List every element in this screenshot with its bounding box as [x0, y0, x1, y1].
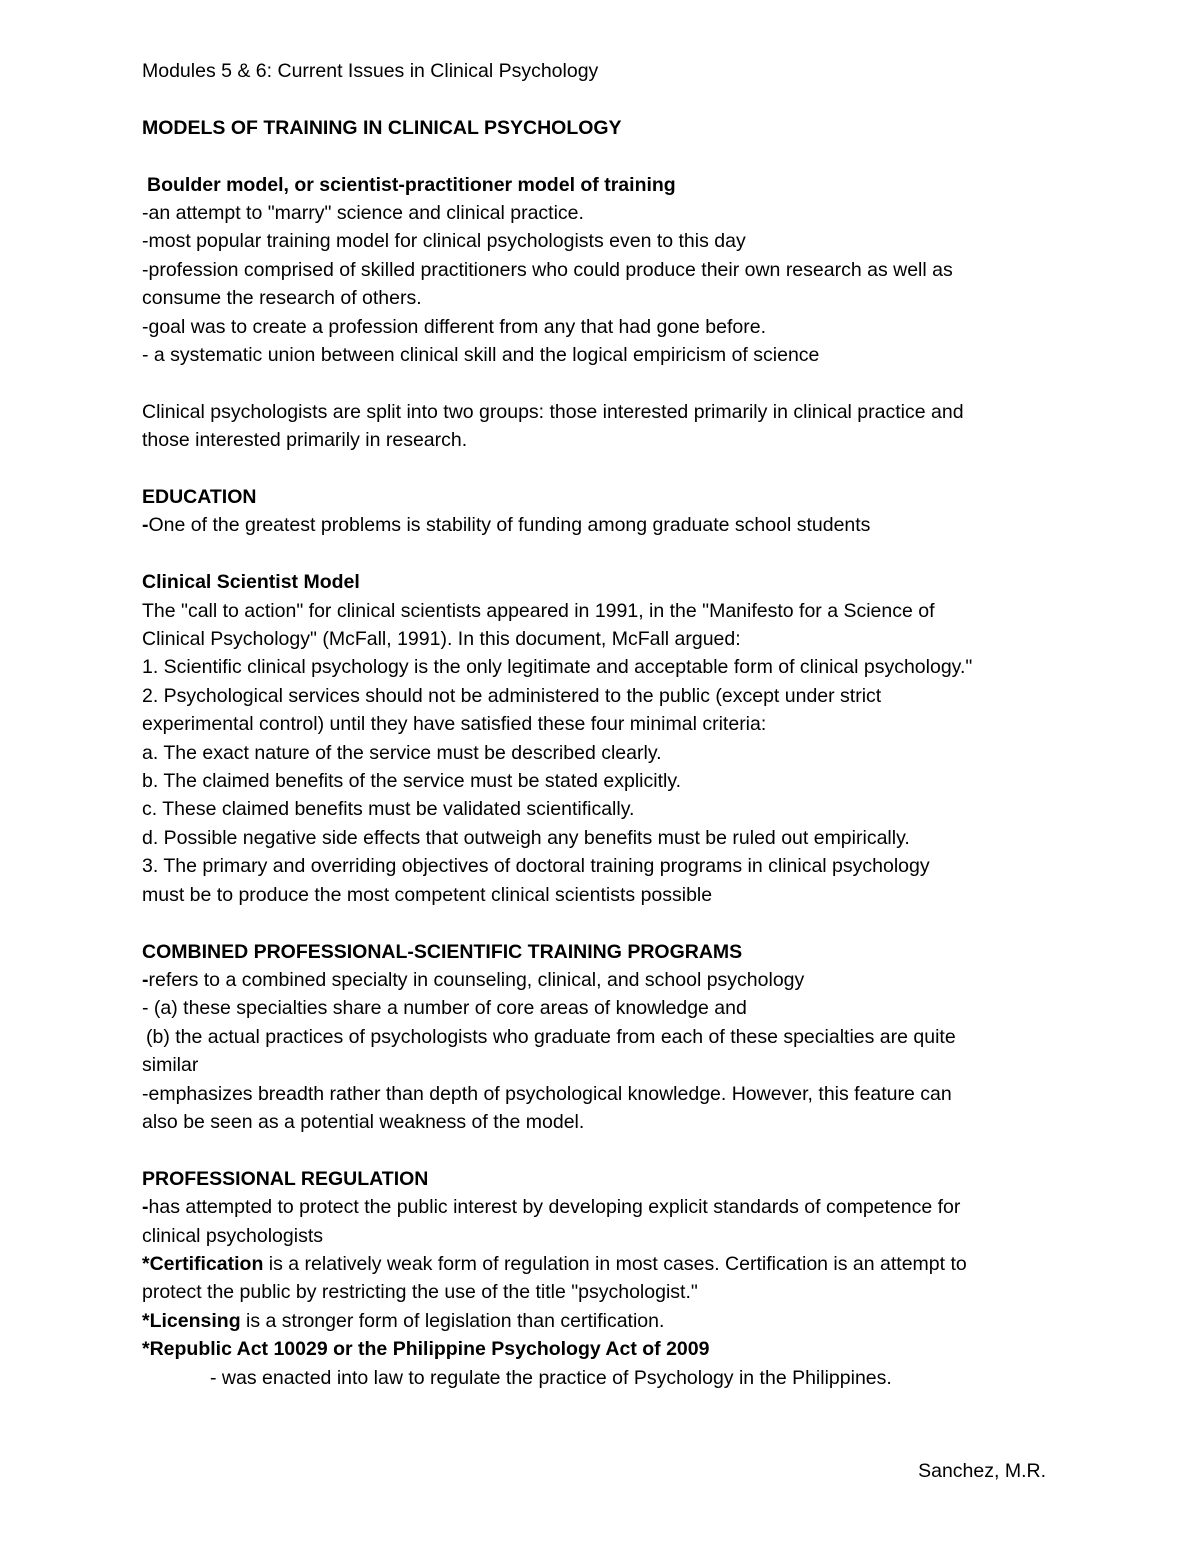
spacer: [142, 369, 1072, 397]
education-text: One of the greatest problems is stability of funding among graduate school students: [148, 514, 871, 537]
clinical-scientist-line-9: d. Possible negative side effects that outweigh any benefits must be ruled out empirically.: [142, 826, 910, 849]
spacer: [142, 455, 1072, 483]
spacer: [142, 909, 1072, 937]
combined-line-c: -emphasizes breadth rather than depth of psychological knowledge. However, this feature can: [142, 1082, 952, 1105]
models-heading: MODELS OF TRAINING IN CLINICAL PSYCHOLOGY: [142, 116, 622, 139]
regulation-dash: -: [142, 1196, 149, 1219]
clinical-scientist-line-1: The "call to action" for clinical scientists appeared in 1991, in the "Manifesto for a Science of: [142, 599, 935, 622]
clinical-scientist-heading: Clinical Scientist Model: [142, 571, 360, 594]
boulder-line-2: -most popular training model for clinical psychologists even to this day: [142, 230, 746, 253]
author-footer: Sanchez, M.R.: [918, 1460, 1046, 1482]
spacer: [142, 540, 1072, 568]
boulder-model-subheading: Boulder model, or scientist-practitioner model of training: [147, 173, 676, 196]
spacer: [142, 142, 1072, 170]
spacer: [142, 85, 1072, 113]
licensing-term: *Licensing: [142, 1309, 241, 1332]
split-groups-line-1: Clinical psychologists are split into two groups: those interested primarily in clinical practice and: [142, 400, 964, 423]
regulation-line-1: [142, 1193, 1072, 1221]
boulder-line-1: -an attempt to "marry" science and clinical practice.: [142, 202, 584, 224]
boulder-line-3: -profession comprised of skilled practitioners who could produce their own research as well as: [142, 258, 953, 281]
combined-line-c-cont: also be seen as a potential weakness of the model.: [142, 1110, 585, 1133]
combined-line-1: [142, 966, 1072, 994]
clinical-scientist-line-4: 2. Psychological services should not be administered to the public (except under strict: [142, 684, 882, 707]
combined-dash: -: [142, 968, 149, 991]
regulation-heading: PROFESSIONAL REGULATION: [142, 1167, 429, 1190]
education-heading: EDUCATION: [142, 486, 257, 509]
republic-act-text: - was enacted into law to regulate the practice of Psychology in the Philippines.: [210, 1366, 892, 1389]
certification-cont: protect the public by restricting the use of the title "psychologist.": [142, 1281, 698, 1304]
clinical-scientist-line-6: a. The exact nature of the service must be described clearly.: [142, 741, 662, 764]
certification-line: [142, 1250, 1072, 1278]
education-dash: -: [142, 514, 149, 537]
document-page: [142, 57, 1072, 1392]
boulder-line-4: consume the research of others.: [142, 287, 422, 310]
clinical-scientist-line-2: Clinical Psychology" (McFall, 1991). In this document, McFall argued:: [142, 628, 741, 651]
clinical-scientist-line-3: 1. Scientific clinical psychology is the only legitimate and acceptable form of clinical psychology.": [142, 656, 973, 679]
combined-line-b: (b) the actual practices of psychologists who graduate from each of these specialties are quite: [146, 1025, 956, 1048]
certification-term: *Certification: [142, 1252, 264, 1275]
certification-text: is a relatively weak form of regulation in most cases. Certification is an attempt to: [263, 1252, 967, 1275]
regulation-text-1: has attempted to protect the public interest by developing explicit standards of competence for: [148, 1196, 961, 1219]
clinical-scientist-line-5: experimental control) until they have satisfied these four minimal criteria:: [142, 713, 767, 736]
combined-line-b-cont: similar: [142, 1054, 199, 1077]
clinical-scientist-line-11: must be to produce the most competent clinical scientists possible: [142, 883, 713, 906]
regulation-line-1-cont: clinical psychologists: [142, 1224, 323, 1247]
combined-heading: COMBINED PROFESSIONAL-SCIENTIFIC TRAINING PROGRAMS: [142, 940, 743, 963]
spacer: [142, 1136, 1072, 1164]
boulder-line-6: - a systematic union between clinical skill and the logical empiricism of science: [142, 344, 820, 367]
licensing-line: [142, 1307, 1072, 1335]
running-title: Modules 5 & 6: Current Issues in Clinical Psychology: [142, 60, 599, 82]
education-line: [142, 511, 1072, 539]
combined-line-a: - (a) these specialties share a number of core areas of knowledge and: [142, 997, 747, 1020]
republic-act-title: *Republic Act 10029 or the Philippine Psychology Act of 2009: [142, 1338, 710, 1361]
clinical-scientist-line-10: 3. The primary and overriding objectives of doctoral training programs in clinical psychology: [142, 855, 930, 878]
clinical-scientist-line-7: b. The claimed benefits of the service must be stated explicitly.: [142, 770, 682, 793]
split-groups-line-2: those interested primarily in research.: [142, 429, 468, 452]
clinical-scientist-line-8: c. These claimed benefits must be validated scientifically.: [142, 798, 635, 821]
combined-text-1: refers to a combined specialty in counseling, clinical, and school psychology: [148, 968, 805, 991]
boulder-line-5: -goal was to create a profession different from any that had gone before.: [142, 315, 767, 338]
licensing-text: is a stronger form of legislation than certification.: [240, 1309, 665, 1332]
